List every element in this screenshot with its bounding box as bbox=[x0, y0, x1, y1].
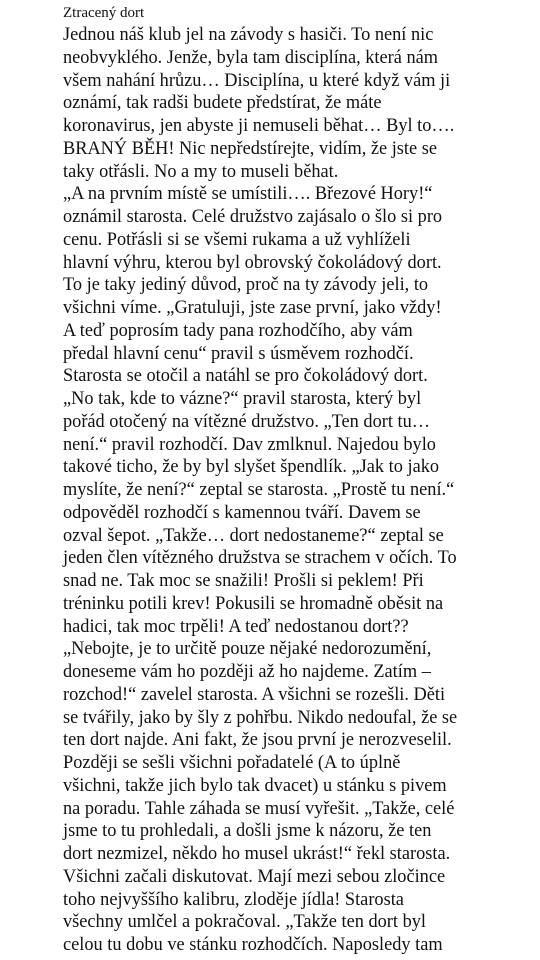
story-line: rozchod!“ zavelel starosta. A všichni se rozešli. Děti bbox=[63, 683, 446, 705]
story-text bbox=[63, 24, 540, 957]
story-line: jsme to tu prohledali, a došli jsme k názoru, že ten bbox=[63, 820, 432, 842]
story-line: Později se sešli všichni pořadatelé (A to úplně bbox=[63, 752, 401, 773]
story-line: Jednou náš klub jel na závody s hasiči. To není nic bbox=[63, 24, 434, 45]
story-line: jeden člen vítězného družstva se strachem v očích. To bbox=[63, 547, 457, 569]
story-line: BRANÝ BĚH! Nic nepředstírejte, vidím, že jste se bbox=[63, 137, 438, 159]
story-line: pořád otočený na vítězné družstvo. „Ten dort tu… bbox=[63, 410, 431, 432]
document-title: Ztracený dort bbox=[63, 5, 145, 21]
story-line: neobvyklého. Jenže, byla tam disciplína, která nám bbox=[63, 46, 438, 68]
story-line: ozval šepot. „Takže… dort nedostaneme?“ zeptal se bbox=[63, 524, 444, 546]
story-line: doneseme vám ho později až ho najdeme. Zatím – bbox=[63, 661, 431, 682]
story-line: „A na prvním místě se umístili…. Březové Hory!“ bbox=[63, 183, 433, 205]
story-line: „No tak, kde to vázne?“ pravil starosta, který byl bbox=[63, 388, 422, 409]
story-line: oznámil starosta. Celé družstvo zajásalo o šlo si pro bbox=[63, 206, 443, 227]
story-line: hlavní výhru, kterou byl obrovský čokoládový dort. bbox=[63, 251, 442, 273]
story-line: oznámí, tak radši budete předstírat, že máte bbox=[63, 92, 382, 114]
story-line: Starosta se otočil a natáhl se pro čokoládový dort. bbox=[63, 365, 428, 387]
story-line: taky otřásli. No a my to museli běhat. bbox=[63, 160, 339, 182]
story-line: všem nahání hrůzu… Disciplína, u které když vám ji bbox=[63, 69, 451, 91]
story-line: odpověděl rozhodčí s kamennou tváří. Davem se bbox=[63, 501, 421, 523]
story-line: předal hlavní cenu“ pravil s úsměvem rozhodčí. bbox=[63, 342, 414, 364]
story-line: se tvářily, jako by šly z pohřbu. Nikdo nedoufal, že se bbox=[63, 706, 458, 728]
story-line: cenu. Potřásli si se všemi rukama a už vyhlíželi bbox=[63, 228, 411, 250]
story-line: A teď poprosím tady pana rozhodčího, aby vám bbox=[63, 319, 413, 341]
story-line: není.“ pravil rozhodčí. Dav zmlknul. Najedou bylo bbox=[63, 433, 436, 455]
story-line: všichni, takže jich bylo tak dvacet) u stánku s pivem bbox=[63, 774, 447, 796]
story-line: dort nezmizel, někdo ho musel ukrást!“ řekl starosta. bbox=[63, 843, 451, 864]
story-line: snad ne. Tak moc se snažili! Prošli si peklem! Při bbox=[63, 570, 424, 591]
story-line: Všichni začali diskutovat. Mají mezi sebou zločince bbox=[63, 865, 446, 887]
story-line: všichni víme. „Gratuluji, jste zase první, jako vždy! bbox=[63, 297, 442, 318]
story-line: na poradu. Tahle záhada se musí vyřešit. „Takže, celé bbox=[63, 797, 455, 819]
story-line: všechny umlčel a pokračoval. „Takže ten dort byl bbox=[63, 911, 427, 933]
story-line: To je taky jediný důvod, proč na ty závody jeli, to bbox=[63, 274, 429, 296]
story-line: hadici, tak moc trpěli! A teď nedostanou dort?? bbox=[63, 615, 409, 637]
story-line: toho nejvyššího kalibru, zloděje jídla! Starosta bbox=[63, 888, 404, 910]
story-line: „Nebojte, je to určitě pouze nějaké nedorozumění, bbox=[63, 638, 432, 660]
story-line: tréninku potili krev! Pokusili se hromadně oběsit na bbox=[63, 592, 444, 614]
story-line: celou tu dobu ve stánku rozhodčích. Naposledy tam bbox=[63, 934, 443, 955]
story-line: ten dort najde. Ani fakt, že jsou první je nerozveselil. bbox=[63, 729, 452, 751]
story-line: myslíte, že není?“ zeptal se starosta. „Prostě tu není.“ bbox=[63, 479, 455, 500]
story-line: takové ticho, že by byl slyšet špendlík. „Jak to jako bbox=[63, 456, 440, 478]
story-line: koronavirus, jen abyste ji nemuseli běhat… Byl to…. bbox=[63, 115, 455, 136]
